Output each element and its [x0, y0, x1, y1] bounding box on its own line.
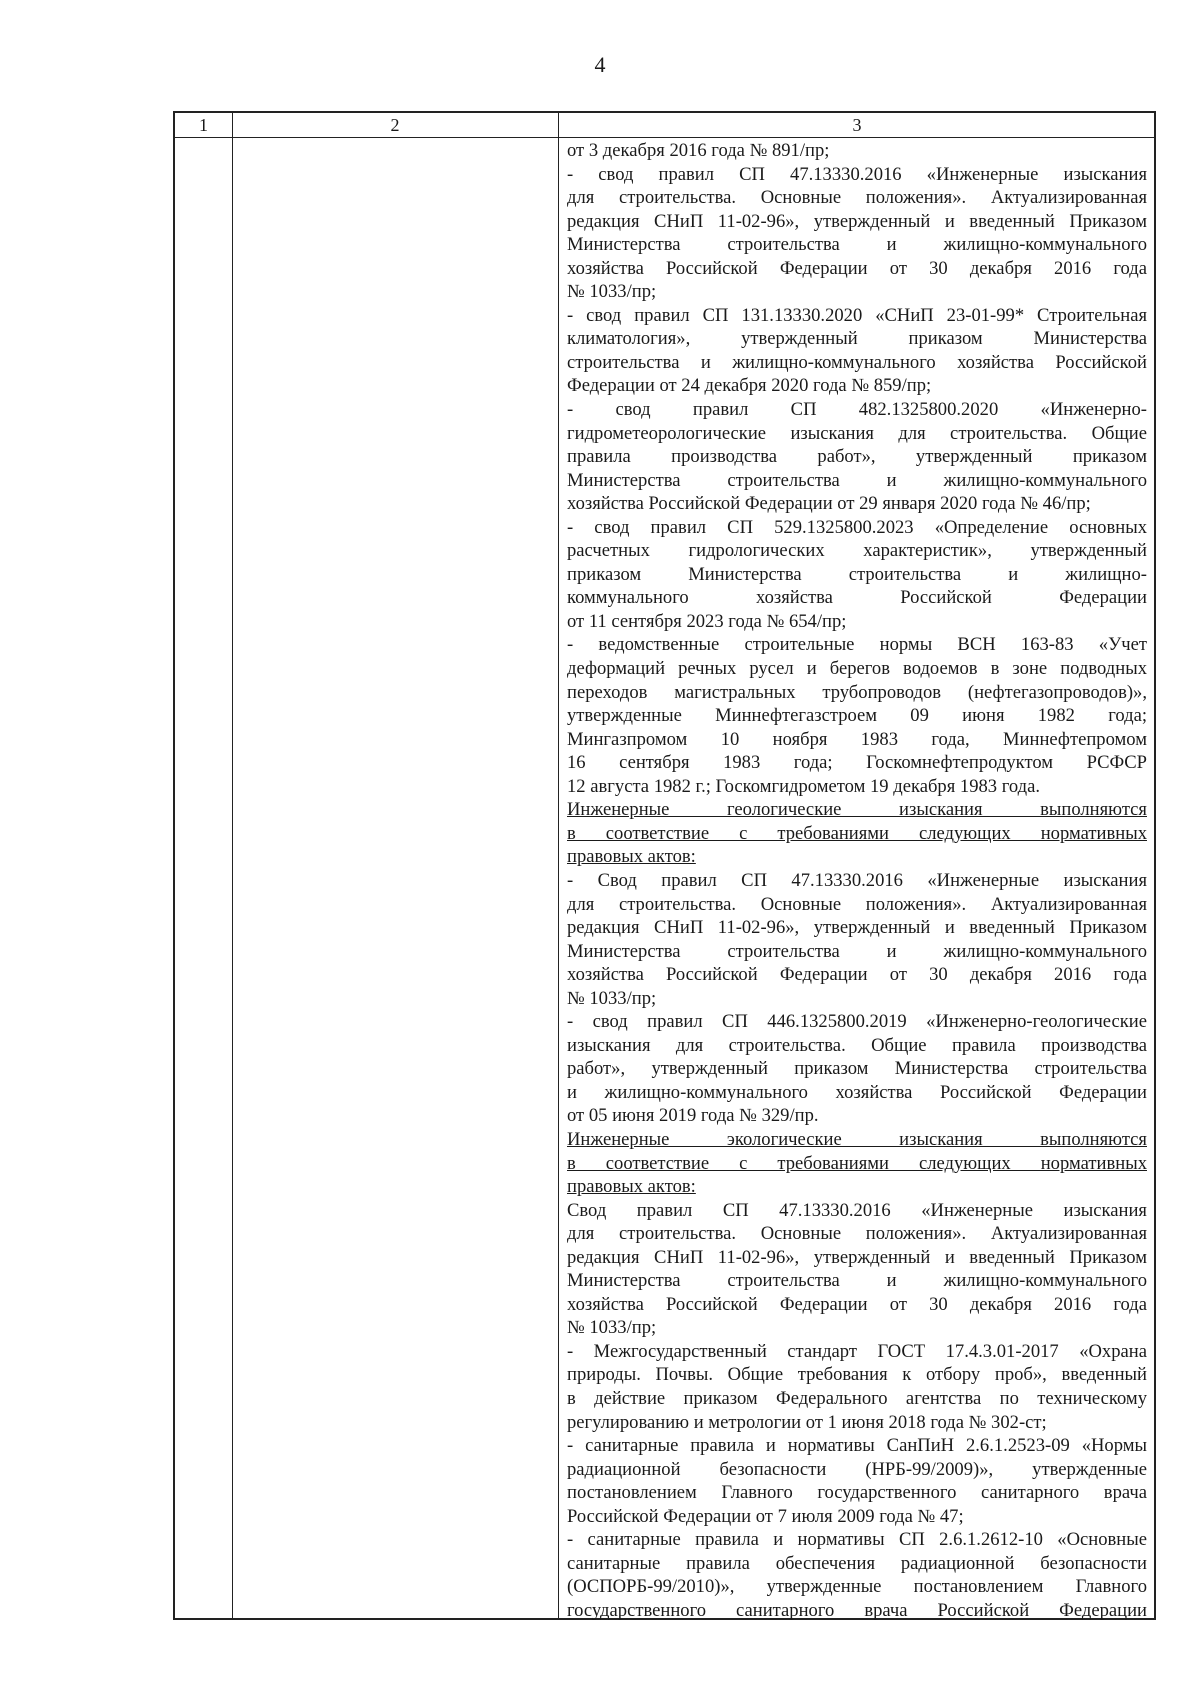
text-line: Федерации от 24 декабря 2020 года № 859/пр; [567, 375, 932, 397]
text-line: радиационной безопасности (НРБ-99/2009)», утвержденные [567, 1458, 1147, 1480]
text-line: Министерства строительства и жилищно-коммунального [567, 234, 1147, 256]
text-line: строительства и жилищно-коммунального хозяйства Российской [567, 351, 1147, 373]
text-line: санитарные правила обеспечения радиационной безопасности [567, 1552, 1147, 1574]
text-line: - свод правил СП 446.1325800.2019 «Инженерно-геологические [567, 1011, 1147, 1033]
text-line: коммунального хозяйства Российской Федерации [567, 587, 1147, 609]
text-line: - санитарные правила и нормативы СанПиН 2.6.1.2523-09 «Нормы [567, 1435, 1147, 1457]
text-line: природы. Почвы. Общие требования к отбору проб», введенный [567, 1364, 1147, 1386]
text-line: № 1033/пр; [567, 281, 657, 303]
text-line: приказом Министерства строительства и жилищно- [567, 563, 1147, 585]
text-line: - свод правил СП 47.13330.2016 «Инженерные изыскания [567, 163, 1147, 185]
text-line: Министерства строительства и жилищно-коммунального [567, 940, 1147, 962]
text-line: - ведомственные строительные нормы ВСН 163-83 «Учет [567, 634, 1147, 656]
text-line: расчетных гидрологических характеристик», утвержденный [567, 540, 1147, 562]
text-line: Российской Федерации от 7 июля 2009 года № 47; [567, 1505, 964, 1527]
text-line: правила производства работ», утвержденный приказом [567, 446, 1147, 468]
column-3-text [567, 139, 1147, 1622]
text-line: для строительства. Основные положения». Актуализированная [567, 893, 1147, 915]
text-line: - санитарные правила и нормативы СП 2.6.1.2612-10 «Основные [567, 1529, 1147, 1551]
text-line: Свод правил СП 47.13330.2016 «Инженерные изыскания [567, 1199, 1147, 1221]
text-line: утвержденные Миннефтегазстроем 09 июня 1982 года; [567, 705, 1147, 727]
text-line: для строительства. Основные положения». Актуализированная [567, 1223, 1147, 1245]
text-line: № 1033/пр; [567, 987, 657, 1009]
page-number: 4 [594, 52, 606, 77]
text-line: государственного санитарного врача Российской Федерации [567, 1599, 1147, 1621]
text-line: Мингазпромом 10 ноября 1983 года, Миннефтепромом [567, 728, 1147, 750]
text-line: от 11 сентября 2023 года № 654/пр; [567, 610, 847, 632]
column-divider [558, 113, 559, 1618]
text-line: климатология», утвержденный приказом Министерства [567, 328, 1147, 350]
text-line: - свод правил СП 529.1325800.2023 «Определение основных [567, 516, 1147, 538]
section-heading-line: Инженерные экологические изыскания выполняются [567, 1128, 1147, 1150]
column-divider [232, 113, 233, 1618]
text-line: № 1033/пр; [567, 1317, 657, 1339]
section-heading-line: в соответствие с требованиями следующих нормативных [567, 822, 1147, 844]
text-line: 16 сентября 1983 года; Госкомнефтепродуктом РСФСР [567, 752, 1147, 774]
text-line: - Межгосударственный стандарт ГОСТ 17.4.3.01-2017 «Охрана [567, 1340, 1147, 1362]
text-line: 12 августа 1982 г.; Госкомгидрометом 19 декабря 1983 года. [567, 775, 1041, 797]
text-line: редакция СНиП 11-02-96», утвержденный и введенный Приказом [567, 210, 1147, 232]
section-heading-line: правовых актов: [567, 846, 696, 868]
text-line: хозяйства Российской Федерации от 30 декабря 2016 года [567, 1293, 1147, 1315]
text-line: и жилищно-коммунального хозяйства Российской Федерации [567, 1081, 1147, 1103]
text-line: от 3 декабря 2016 года № 891/пр; [567, 140, 830, 161]
text-line: - свод правил СП 131.13330.2020 «СНиП 23-01-99* Строительная [567, 304, 1147, 326]
text-line: хозяйства Российской Федерации от 30 декабря 2016 года [567, 964, 1147, 986]
regulations-table [173, 111, 1156, 1620]
column-header-1: 1 [199, 115, 208, 135]
text-line: гидрометеорологические изыскания для строительства. Общие [567, 422, 1147, 444]
text-line: редакция СНиП 11-02-96», утвержденный и введенный Приказом [567, 917, 1147, 939]
section-heading-line: Инженерные геологические изыскания выполняются [567, 799, 1147, 821]
header-divider [175, 137, 1154, 138]
section-heading-line: правовых актов: [567, 1176, 696, 1198]
text-line: - Свод правил СП 47.13330.2016 «Инженерные изыскания [567, 869, 1147, 891]
text-line: переходов магистральных трубопроводов (нефтегазопроводов)», [567, 681, 1147, 703]
column-header-3: 3 [852, 115, 862, 135]
text-line: Министерства строительства и жилищно-коммунального [567, 1270, 1147, 1292]
text-line: работ», утвержденный приказом Министерства строительства [567, 1058, 1147, 1080]
section-heading-line: в соответствие с требованиями следующих нормативных [567, 1152, 1147, 1174]
text-line: от 05 июня 2019 года № 329/пр. [567, 1105, 819, 1127]
text-line: постановлением Главного государственного санитарного врача [567, 1482, 1147, 1504]
text-line: редакция СНиП 11-02-96», утвержденный и введенный Приказом [567, 1246, 1147, 1268]
text-line: в действие приказом Федерального агентства по техническому [567, 1387, 1147, 1409]
text-line: деформаций речных русел и берегов водоемов в зоне подводных [567, 658, 1147, 680]
text-line: изыскания для строительства. Общие правила производства [567, 1034, 1147, 1056]
text-line: хозяйства Российской Федерации от 29 января 2020 года № 46/пр; [567, 493, 1091, 515]
text-line: хозяйства Российской Федерации от 30 декабря 2016 года [567, 257, 1147, 279]
column-header-2: 2 [390, 115, 400, 135]
text-line: регулированию и метрологии от 1 июня 2018 года № 302-ст; [567, 1411, 1047, 1433]
text-line: (ОСПОРБ-99/2010)», утвержденные постановлением Главного [567, 1576, 1147, 1598]
text-line: для строительства. Основные положения». Актуализированная [567, 187, 1147, 209]
text-line: Министерства строительства и жилищно-коммунального [567, 469, 1147, 491]
text-line: - свод правил СП 482.1325800.2020 «Инженерно- [567, 399, 1147, 421]
